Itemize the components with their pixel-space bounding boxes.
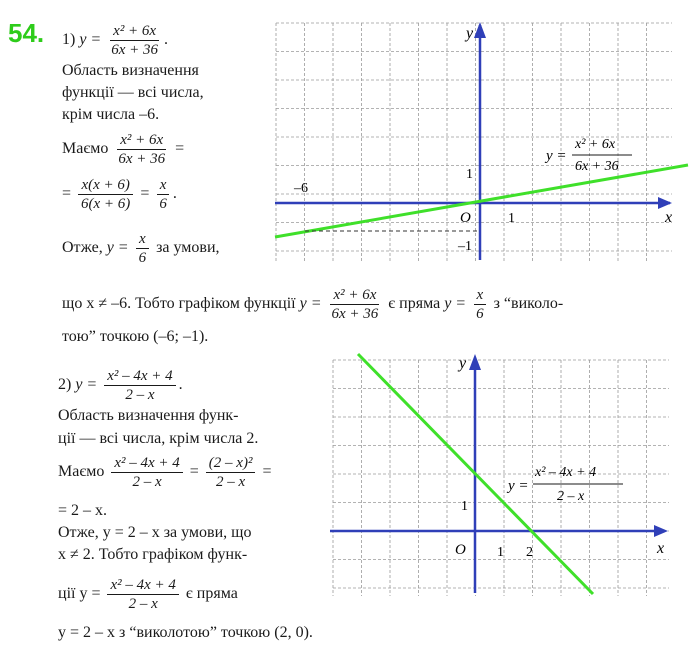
- graph1-tick-neg1: –1: [458, 239, 472, 254]
- graph1: [270, 10, 690, 265]
- graph2-axis-x-label: x: [657, 540, 665, 557]
- part1-condition-line: що x ≠ –6. Тобто графіком функції y = $\frac{\text{x² + 6x}}{6x + 36}$ є пряма y = $\frac{x}{6}$ з “виколо-: [62, 287, 564, 322]
- part2-domain-line1: Область визначення функ-: [58, 407, 239, 424]
- problem-number: 54.: [8, 18, 45, 48]
- part2-last-line: y = 2 – x з “виколотою” точкою (2, 0).: [58, 624, 313, 641]
- graph2-tick-one-x: 1: [497, 545, 504, 560]
- graph2-axis-y-label: y: [459, 355, 467, 372]
- graph2-grid: [333, 360, 669, 596]
- part1-so-line: Отже, y = $\frac{x}{6}$ за умови,: [62, 231, 220, 266]
- part1-domain-line3: крім числа –6.: [62, 106, 160, 123]
- part2-cond-line: x ≠ 2. Тобто графіком функ-: [58, 546, 248, 563]
- graph2-tick-two-x: 2: [526, 545, 533, 560]
- graph1-line: [275, 165, 688, 237]
- part1-domain-line2: функції — всі числа,: [62, 84, 204, 101]
- part1-last-line: тою” точкою (–6; –1).: [62, 328, 209, 345]
- part1-formula: 1) y = $\frac{\text{x² + 6x}}{6x + 36}$ .: [62, 23, 169, 58]
- graph1-formula-den: 6x + 36: [575, 159, 619, 174]
- graph1-axis-x-label: x: [665, 209, 673, 226]
- graph1-tick-one-y: 1: [466, 167, 473, 182]
- part1-have-line: Маємо $\frac{\text{x² + 6x}}{6x + 36}$ =: [62, 132, 185, 167]
- graph1-formula-y: y =: [546, 148, 567, 164]
- graph2-formula-den: 2 – x: [557, 489, 585, 504]
- graph2-tick-one-y: 1: [461, 499, 468, 514]
- graph2: [325, 348, 685, 598]
- graph1-x-arrow: [658, 197, 672, 209]
- graph1-axis-y-label: y: [466, 25, 474, 42]
- part2-domain-line2: ції — всі числа, крім числа 2.: [58, 430, 259, 447]
- graph1-tick-one-x: 1: [508, 211, 515, 226]
- part2-formula: 2) y = $\frac{\text{x² – 4x + 4}}{2 - x}$ .: [58, 368, 183, 403]
- graph2-formula-y: y =: [508, 478, 529, 494]
- part2-have-line: Маємо $\frac{\text{x² – 4x + 4}}{2 - x}$ = $\frac{\text{(2 – x)²}}{2 - x}$ =: [58, 455, 272, 490]
- part2-func-line: ції y = $\frac{\text{x² – 4x + 4}}{2 - x}$ є пряма: [58, 577, 238, 612]
- part1-factor-line: = $\frac{x(x + 6)}{6(x + 6)}$ = $\frac{x}{6}$ .: [62, 177, 177, 212]
- part2-result-line: = 2 – x.: [58, 502, 108, 519]
- part1-domain-line1: Область визначення: [62, 62, 199, 79]
- graph2-origin-label: O: [455, 542, 466, 558]
- graph1-formula-num: x² + 6x: [575, 137, 616, 152]
- part2-so-line: Отже, y = 2 – x за умови, що: [58, 524, 252, 541]
- graph1-tick-neg6: –6: [294, 181, 308, 196]
- graph2-formula-num: x² – 4x + 4: [535, 465, 597, 480]
- graph2-y-arrow: [469, 354, 481, 370]
- graph1-origin-label: O: [460, 210, 471, 226]
- graph2-x-arrow: [654, 525, 668, 537]
